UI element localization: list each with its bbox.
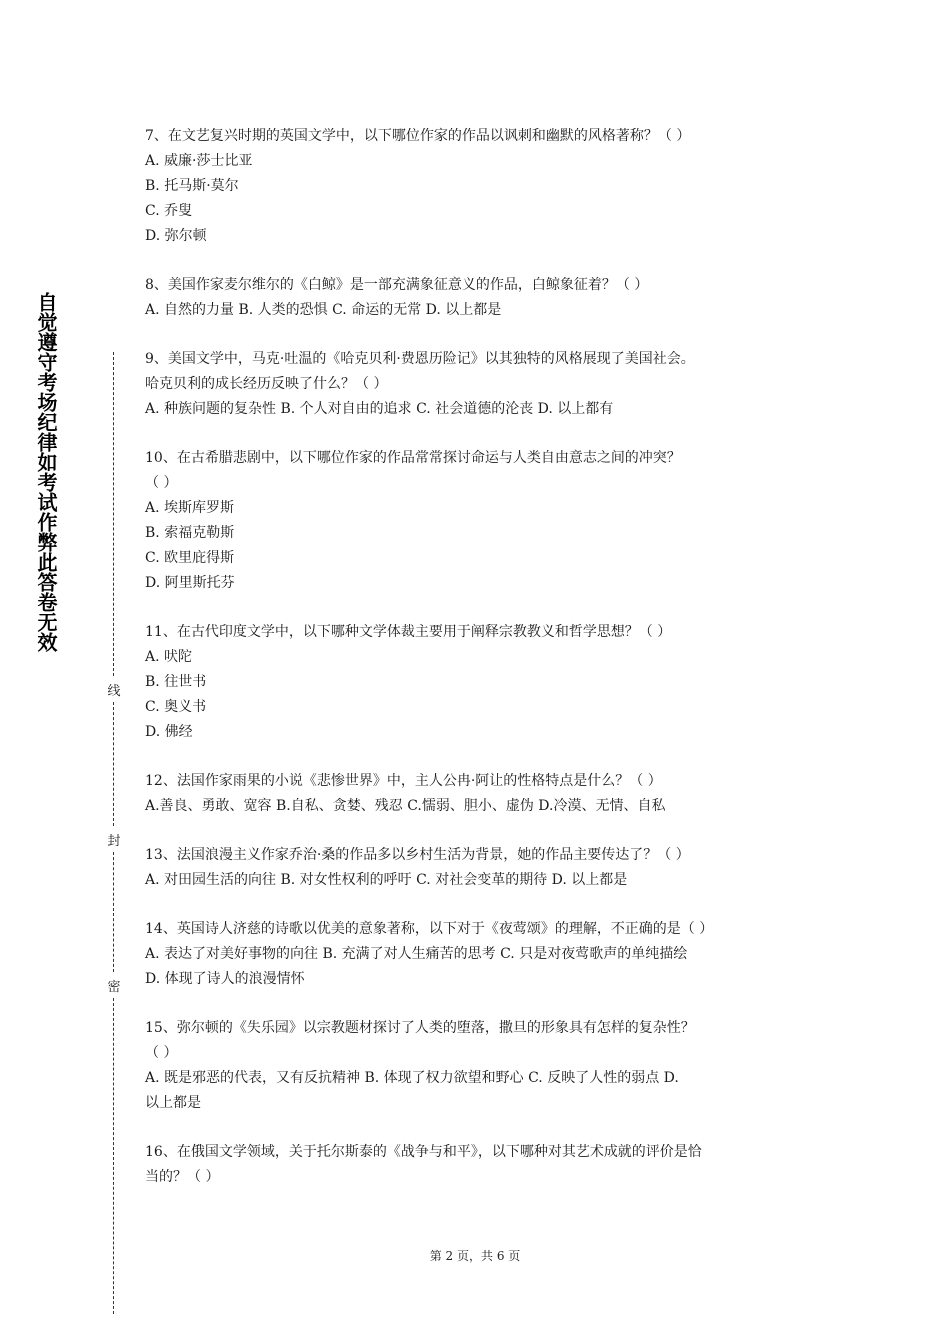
options-line: A.善良、勇敢、宽容 B.自私、贪婪、残忍 C.懦弱、胆小、虚伪 D.冷漠、无情、自私 <box>145 798 666 814</box>
option-d: D. 弥尔顿 <box>145 228 207 244</box>
question-stem: 9、美国文学中，马克·吐温的《哈克贝利·费恩历险记》以其独特的风格展现了美国社会。 <box>145 351 695 367</box>
seal-line-segment <box>113 998 114 1314</box>
option-b: B. 托马斯·莫尔 <box>145 178 239 194</box>
option-b: B. 往世书 <box>145 674 207 690</box>
question-15 <box>145 1016 810 1116</box>
option-c: C. 奥义书 <box>145 699 207 715</box>
question-stem-cont: 哈克贝利的成长经历反映了什么？（ ） <box>145 376 388 392</box>
question-13 <box>145 843 810 893</box>
options-line: A. 自然的力量 B. 人类的恐惧 C. 命运的无常 D. 以上都是 <box>145 302 502 318</box>
options-line: A. 对田园生活的向往 B. 对女性权利的呼吁 C. 对社会变革的期待 D. 以上都是 <box>145 872 628 888</box>
option-b: B. 索福克勒斯 <box>145 525 235 541</box>
exam-discipline-notice: 自觉遵守考场纪律如考试作弊此答卷无效 <box>34 292 58 652</box>
question-stem-cont: （ ） <box>145 1045 178 1061</box>
question-stem-cont: 当的？（ ） <box>145 1169 220 1185</box>
seal-mark-line: 线 <box>106 680 122 699</box>
question-stem: 13、法国浪漫主义作家乔治·桑的作品多以乡村生活为背景，她的作品主要传达了？（ ） <box>145 847 690 863</box>
options-line-cont: 以上都是 <box>145 1095 201 1111</box>
question-7 <box>145 124 810 249</box>
option-a: A. 威廉·莎士比亚 <box>145 153 253 169</box>
question-9 <box>145 347 810 422</box>
question-14 <box>145 917 810 992</box>
page-footer: 第 2 页，共 6 页 <box>429 1249 521 1263</box>
option-c: C. 乔叟 <box>145 203 193 219</box>
options-line: A. 表达了对美好事物的向往 B. 充满了对人生痛苦的思考 C. 只是对夜莺歌声的单纯描绘 <box>145 946 688 962</box>
seal-line-segment <box>113 852 114 972</box>
options-line: A. 既是邪恶的代表，又有反抗精神 B. 体现了权力欲望和野心 C. 反映了人性的弱点 D. <box>145 1070 679 1086</box>
option-c: C. 欧里庇得斯 <box>145 550 235 566</box>
option-a: A. 吠陀 <box>145 649 193 665</box>
question-8 <box>145 273 810 323</box>
question-16 <box>145 1140 810 1190</box>
options-line: A. 种族问题的复杂性 B. 个人对自由的追求 C. 社会道德的沦丧 D. 以上都有 <box>145 401 614 417</box>
question-stem-cont: （ ） <box>145 475 178 491</box>
question-stem: 8、美国作家麦尔维尔的《白鲸》是一部充满象征意义的作品，白鲸象征着？（ ） <box>145 277 649 293</box>
options-line-cont: D. 体现了诗人的浪漫情怀 <box>145 971 305 987</box>
seal-mark-secret: 密 <box>106 976 122 995</box>
seal-line-segment <box>113 702 114 826</box>
question-stem: 14、英国诗人济慈的诗歌以优美的意象著称，以下对于《夜莺颂》的理解，不正确的是（ ） <box>145 921 714 937</box>
question-list <box>145 124 810 1214</box>
question-12 <box>145 769 810 819</box>
option-a: A. 埃斯库罗斯 <box>145 500 235 516</box>
question-stem: 11、在古代印度文学中，以下哪种文学体裁主要用于阐释宗教教义和哲学思想？（ ） <box>145 624 672 640</box>
option-d: D. 佛经 <box>145 724 193 740</box>
question-stem: 7、在文艺复兴时期的英国文学中，以下哪位作家的作品以讽刺和幽默的风格著称？（ ） <box>145 128 691 144</box>
question-stem: 15、弥尔顿的《失乐园》以宗教题材探讨了人类的堕落，撒旦的形象具有怎样的复杂性？ <box>145 1020 695 1036</box>
question-10 <box>145 446 810 596</box>
question-11 <box>145 620 810 745</box>
seal-mark-seal: 封 <box>106 830 122 849</box>
question-stem: 12、法国作家雨果的小说《悲惨世界》中，主人公冉·阿让的性格特点是什么？（ ） <box>145 773 662 789</box>
question-stem: 10、在古希腊悲剧中，以下哪位作家的作品常常探讨命运与人类自由意志之间的冲突？ <box>145 450 681 466</box>
seal-line-segment <box>113 352 114 676</box>
question-stem: 16、在俄国文学领域，关于托尔斯泰的《战争与和平》，以下哪种对其艺术成就的评价是恰 <box>145 1144 702 1160</box>
option-d: D. 阿里斯托芬 <box>145 575 235 591</box>
